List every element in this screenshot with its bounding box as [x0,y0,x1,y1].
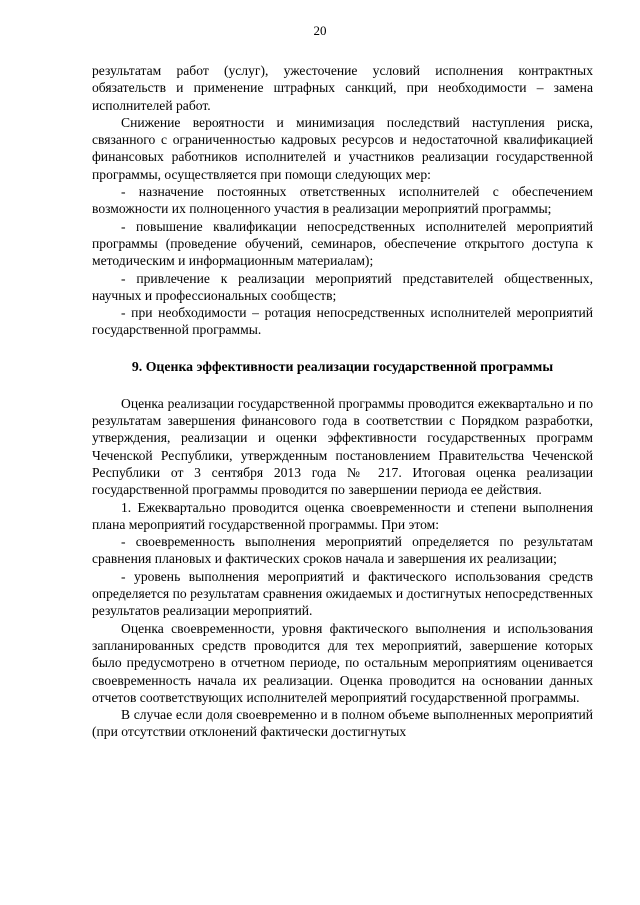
section-heading: 9. Оценка эффективности реализации государственной программы [131,358,554,374]
list-item: - своевременность выполнения мероприятий определяется по результатам сравнения плановых и фактических сроков начала и завершения их реализации; [92,534,593,567]
list-item: - повышение квалификации непосредственных исполнителей мероприятий программы (проведение обучений, семинаров, обеспечение открытого доступа к методическим и информационным материалам); [92,218,593,269]
list-item: - назначение постоянных ответственных исполнителей с обеспечением возможности их полноценного участия в реализации мероприятий программы; [92,184,593,217]
paragraph: 1. Ежеквартально проводится оценка своевременности и степени выполнения плана мероприятий государственной программы. При этом: [92,499,593,532]
paragraph: Снижение вероятности и минимизация последствий наступления риска, связанного с ограниченностью кадровых ресурсов и недостаточной квалификацией финансовых работников исполнителей и участников реализации государственной программы, осуществляется при помощи следующих мер: [92,114,593,182]
document-body [92,62,593,741]
paragraph: Оценка реализации государственной программы проводится ежеквартально и по результатам завершения финансового года в соответствии с Порядком разработки, утверждения, реализации и оценки эффективности государственных программ Чеченской Республики, утвержденным постановлением Правительства Чеченской Республики от 3 сентября 2013 года № 217. Итоговая оценка реализации государственной программы проводится по завершении периода ее действия. [92,395,593,498]
list-item: - при необходимости – ротация непосредственных исполнителей мероприятий государственной программы. [92,305,593,338]
paragraph: Оценка своевременности, уровня фактического выполнения и использования запланированных средств проводится для тех мероприятий, завершение которых было предусмотрено в отчетном периоде, по остальным мероприятиям оценивается своевременность начала их реализации. Оценка проводится на основании данных отчетов соответствующих исполнителей мероприятий государственной программы. [92,620,593,705]
paragraph: В случае если доля своевременно и в полном объеме выполненных мероприятий (при отсутствии отклонений фактически достигнутых [92,707,593,740]
list-item: - уровень выполнения мероприятий и фактического использования средств определяется по результатам сравнения ожидаемых и достигнутых непосредственных результатов реализации мероприятий. [92,568,593,619]
list-item: - привлечение к реализации мероприятий представителей общественных, научных и профессиональных сообществ; [92,270,593,303]
paragraph: результатам работ (услуг), ужесточение условий исполнения контрактных обязательств и применение штрафных санкций, при необходимости – замена исполнителей работ. [92,63,593,113]
page-number: 20 [313,23,327,38]
